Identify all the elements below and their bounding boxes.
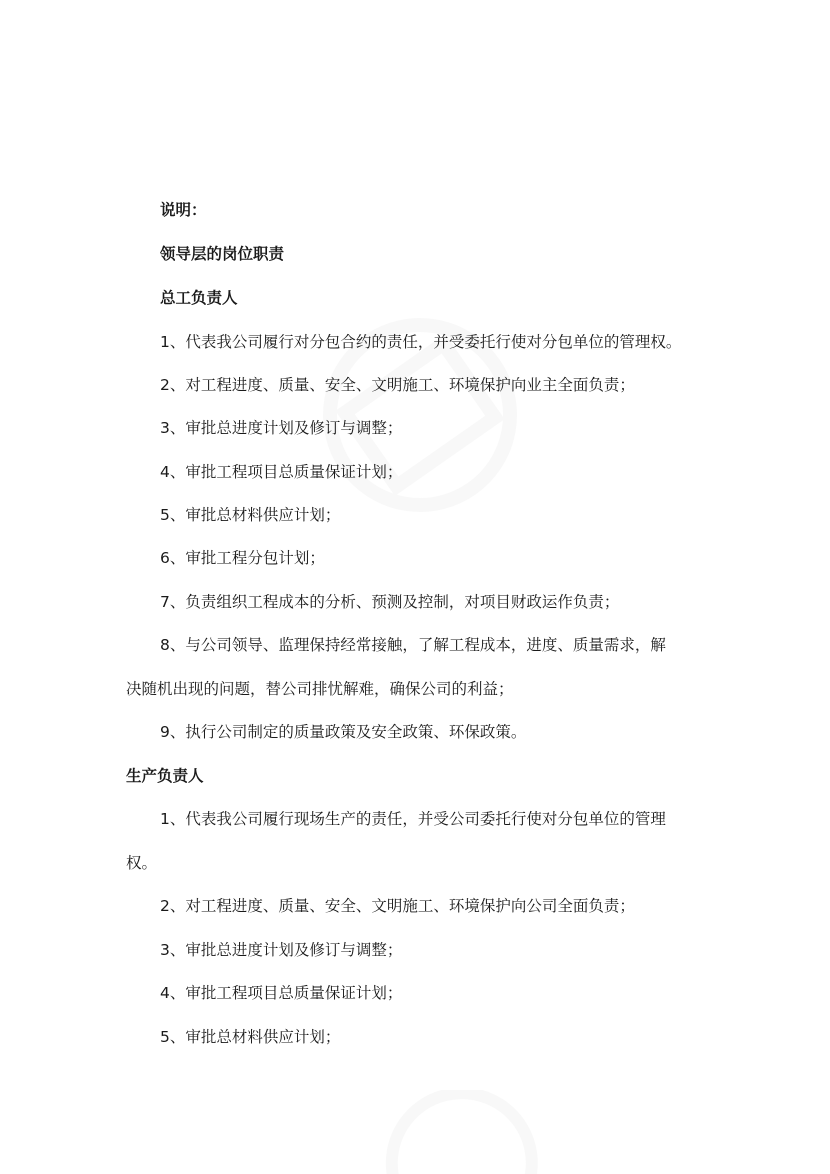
- list-item: 4、审批工程项目总质量保证计划；: [160, 984, 403, 1002]
- list-item: 7、负责组织工程成本的分析、预测及控制，对项目财政运作负责；: [160, 593, 620, 611]
- chief-engineer-title: 总工负责人: [160, 289, 238, 307]
- list-item: 3、审批总进度计划及修订与调整；: [160, 941, 403, 959]
- list-item: 9、执行公司制定的质量政策及安全政策、环保政策。: [160, 723, 527, 741]
- section-heading: 领导层的岗位职责: [160, 245, 285, 263]
- list-item: 2、对工程进度、质量、安全、文明施工、环境保护向业主全面负责；: [160, 376, 635, 394]
- list-item: 2、对工程进度、质量、安全、文明施工、环境保护向公司全面负责；: [160, 897, 635, 915]
- list-item: 5、审批总材料供应计划；: [160, 506, 341, 524]
- list-item: 3、审批总进度计划及修订与调整；: [160, 419, 403, 437]
- watermark-logo-icon: [330, 1090, 550, 1174]
- list-item: 5、审批总材料供应计划；: [160, 1028, 341, 1046]
- list-item-continuation: 权。: [126, 854, 158, 872]
- note-heading: 说明：: [160, 201, 207, 219]
- list-item: 8、与公司领导、监理保持经常接触，了解工程成本，进度、质量需求，解: [160, 636, 666, 654]
- list-item: 1、代表我公司履行现场生产的责任，并受公司委托行使对分包单位的管理: [160, 810, 666, 828]
- list-item-continuation: 决随机出现的问题，替公司排忧解难，确保公司的利益；: [126, 680, 514, 698]
- list-item: 6、审批工程分包计划；: [160, 549, 325, 567]
- list-item: 4、审批工程项目总质量保证计划；: [160, 463, 403, 481]
- list-item: 1、代表我公司履行对分包合约的责任，并受委托行使对分包单位的管理权。: [160, 333, 682, 351]
- production-manager-title: 生产负责人: [126, 767, 204, 785]
